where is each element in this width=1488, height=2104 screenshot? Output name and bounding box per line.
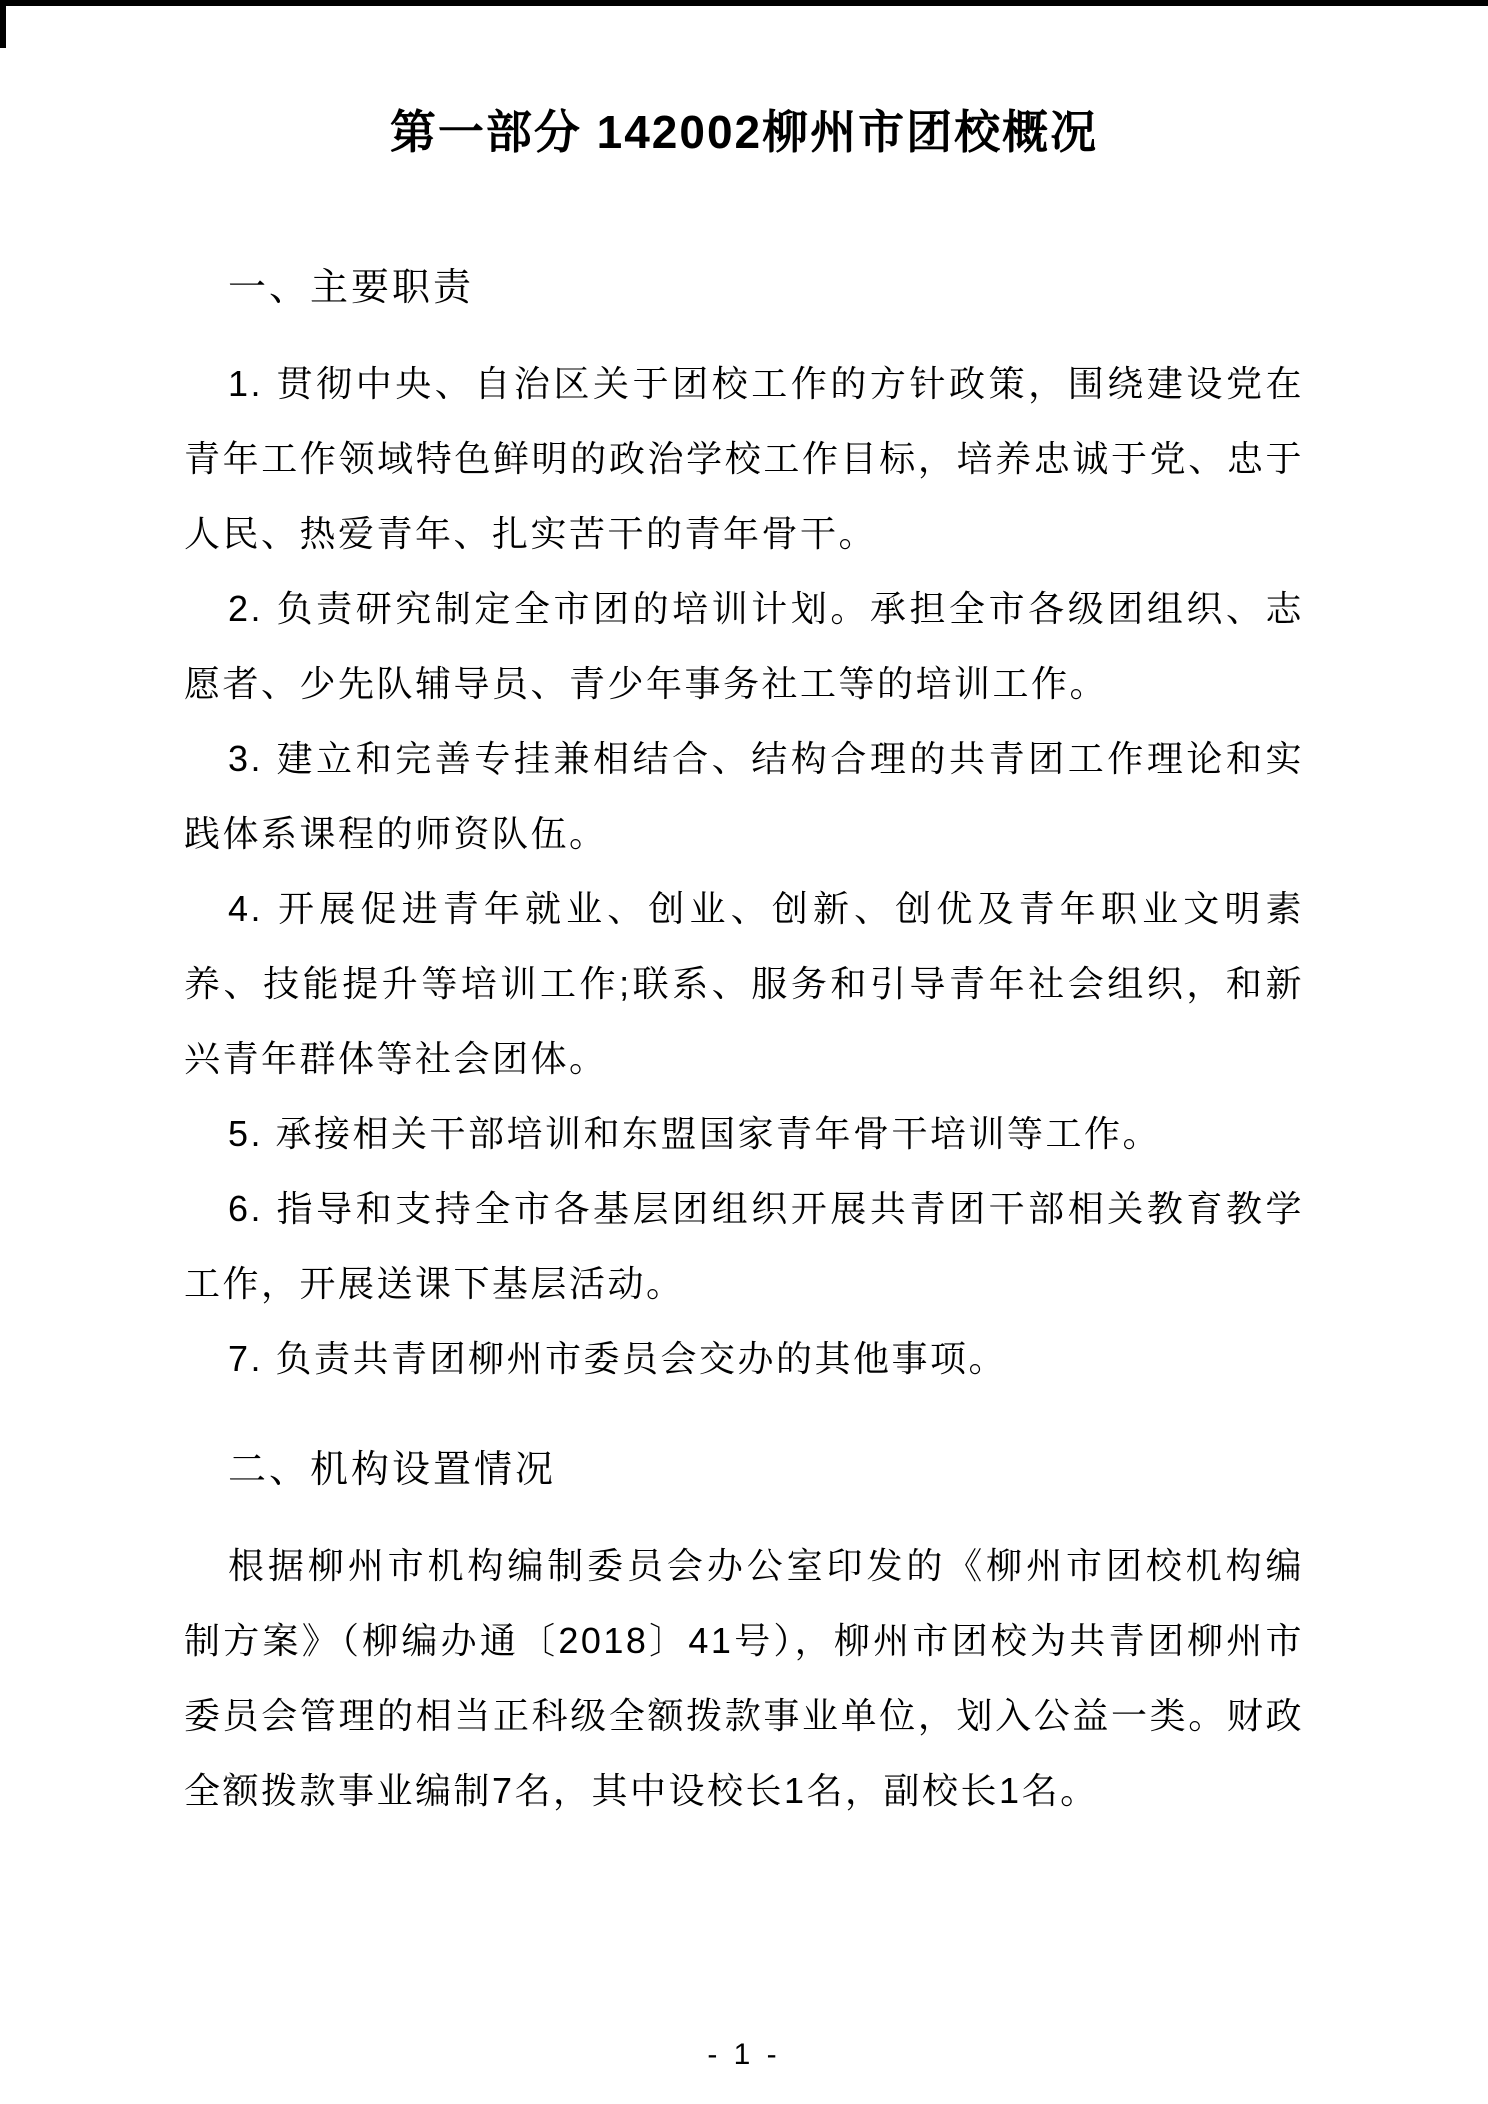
duty-paragraph-3: 3. 建立和完善专挂兼相结合、结构合理的共青团工作理论和实践体系课程的师资队伍。 xyxy=(184,738,1304,854)
duty-paragraph-5: 5. 承接相关干部培训和东盟国家青年骨干培训等工作。 xyxy=(228,1113,1162,1154)
duty-paragraph-2: 2. 负责研究制定全市团的培训计划。承担全市各级团组织、志愿者、少先队辅导员、青少年事务社工等的培训工作。 xyxy=(184,588,1304,704)
duty-paragraph-7: 7. 负责共青团柳州市委员会交办的其他事项。 xyxy=(228,1338,1008,1379)
document-content xyxy=(184,0,1304,1828)
organization-paragraph-1: 根据柳州市机构编制委员会办公室印发的《柳州市团校机构编制方案》（柳编办通〔2018〕41号），柳州市团校为共青团柳州市委员会管理的相当正科级全额拨款事业单位，划入公益一类。财政全额拨款事业编制7名，其中设校长1名，副校长1名。 xyxy=(184,1545,1304,1811)
document-title: 第一部分 142002柳州市团校概况 xyxy=(389,106,1099,158)
scan-artifact-left-edge xyxy=(0,0,6,48)
duty-paragraph-6: 6. 指导和支持全市各基层团组织开展共青团干部相关教育教学工作，开展送课下基层活动。 xyxy=(184,1188,1304,1304)
section-heading-organization-setup: 二、机构设置情况 xyxy=(228,1449,557,1491)
section-heading-main-duties: 一、主要职责 xyxy=(228,267,475,309)
duty-paragraph-1: 1. 贯彻中央、自治区关于团校工作的方针政策，围绕建设党在青年工作领域特色鲜明的政治学校工作目标，培养忠诚于党、忠于人民、热爱青年、扎实苦干的青年骨干。 xyxy=(184,363,1304,554)
duty-paragraph-4: 4. 开展促进青年就业、创业、创新、创优及青年职业文明素养、技能提升等培训工作;联系、服务和引导青年社会组织，和新兴青年群体等社会团体。 xyxy=(184,888,1304,1079)
page-number: - 1 - xyxy=(707,2038,781,2071)
